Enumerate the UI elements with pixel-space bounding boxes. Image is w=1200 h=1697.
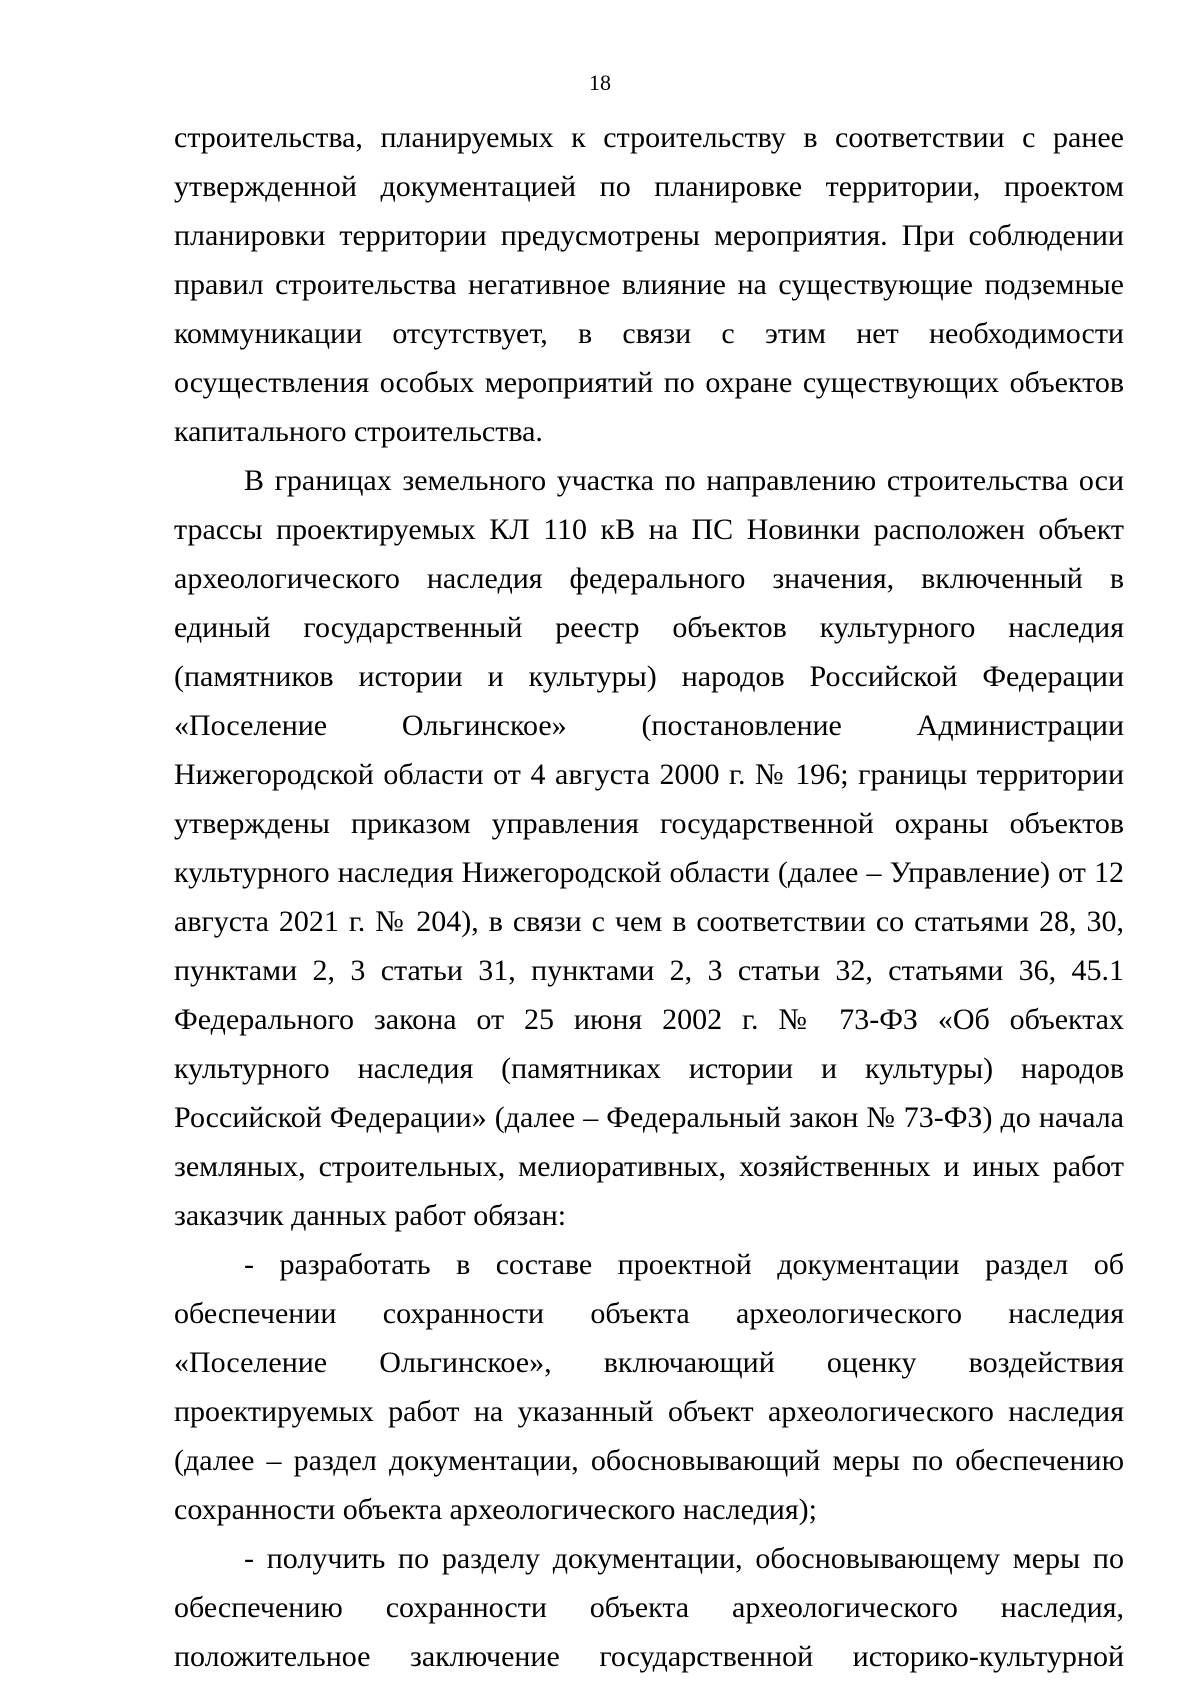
document-body [174,113,1124,1681]
paragraph-continued-construction: строительства, планируемых к строительству в соответствии с ранее утвержденной документацией по планировке территории, проектом планировки территории предусмотрены мероприятия. При соблюдении правил строительства негативное влияние на существующие подземные коммуникации отсутствует, в связи с этим нет необходимости осуществления особых мероприятий по охране существующих объектов капитального строительства. [174,121,1124,448]
page-number: 18 [589,70,611,95]
paragraph-archaeological-site: В границах земельного участка по направлению строительства оси трассы проектируемых КЛ 110 кВ на ПС Новинки расположен объект археологического наследия федерального значения, включенный в единый государственный реестр объектов культурного наследия (памятников истории и культуры) народов Российской Федерации «Поселение Ольгинское» (постановление Администрации Нижегородской области от 4 августа 2000 г. № 196; границы территории утверждены приказом управления государственной охраны объектов культурного наследия Нижегородской области (далее – Управление) от 12 августа 2021 г. № 204), в связи с чем в соответствии со статьями 28, 30, пунктами 2, 3 статьи 31, пунктами 2, 3 статьи 32, статьями 36, 45.1 Федерального закона от 25 июня 2002 г. № 73-ФЗ «Об объектах культурного наследия (памятниках истории и культуры) народов Российской Федерации» (далее – Федеральный закон № 73-ФЗ) до начала земляных, строительных, мелиоративных, хозяйственных и иных работ заказчик данных работ обязан: [174,464,1124,1232]
list-item-develop-section: - разработать в составе проектной документации раздел об обеспечении сохранности объекта археологического наследия «Поселение Ольгинское», включающий оценку воздействия проектируемых работ на указанный объект археологического наследия (далее – раздел документации, обосновывающий меры по обеспечению сохранности объекта археологического наследия); [174,1248,1124,1526]
list-item-obtain-conclusion: - получить по разделу документации, обосновывающему меры по обеспечению сохранности объекта археологического наследия, положительное заключение государственной историко-культурной [174,1542,1124,1673]
